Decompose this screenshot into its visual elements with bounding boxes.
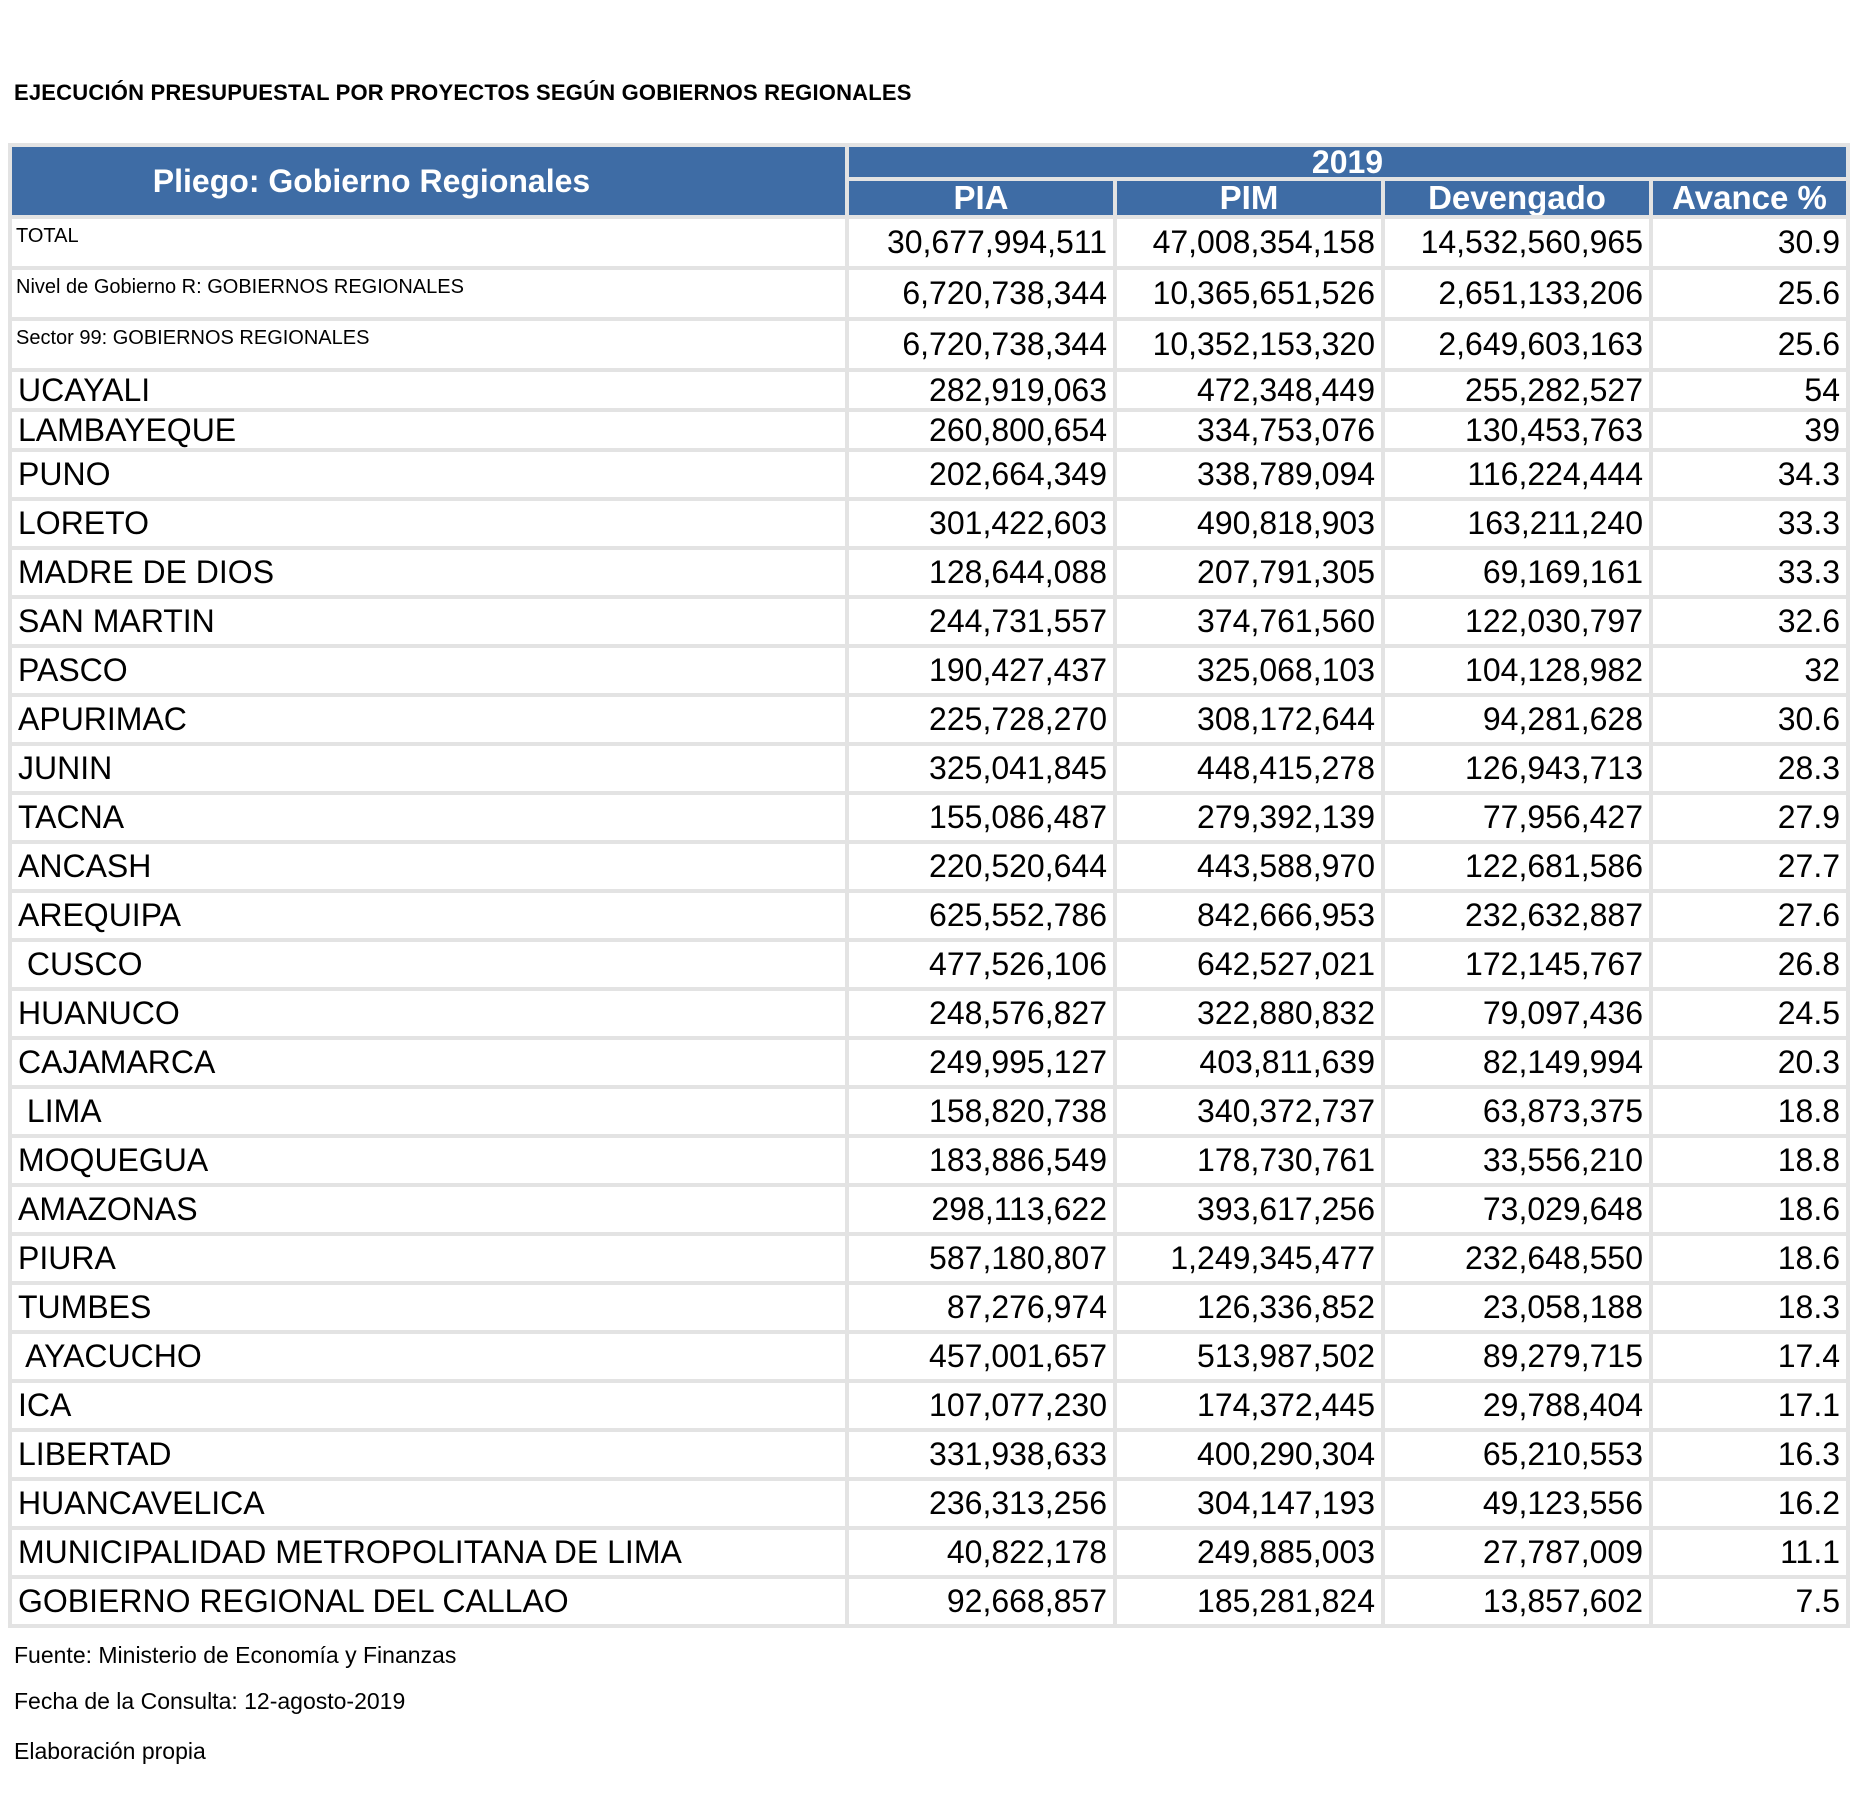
region-pia: 158,820,738 xyxy=(849,1089,1113,1134)
region-name: HUANUCO xyxy=(12,991,845,1036)
region-devengado: 122,030,797 xyxy=(1385,599,1649,644)
region-pia: 457,001,657 xyxy=(849,1334,1113,1379)
region-devengado: 130,453,763 xyxy=(1385,412,1649,448)
header-pliego: Pliego: Gobierno Regionales xyxy=(12,147,845,215)
table-row xyxy=(12,746,1846,791)
region-name: CUSCO xyxy=(12,942,845,987)
region-avance: 32 xyxy=(1653,648,1846,693)
region-avance: 18.8 xyxy=(1653,1138,1846,1183)
header-year: 2019 xyxy=(849,147,1846,177)
table-row xyxy=(12,1383,1846,1428)
table-row xyxy=(12,1138,1846,1183)
region-avance: 16.2 xyxy=(1653,1481,1846,1526)
region-pim: 308,172,644 xyxy=(1117,697,1381,742)
region-avance: 27.7 xyxy=(1653,844,1846,889)
region-name: MADRE DE DIOS xyxy=(12,550,845,595)
region-avance: 26.8 xyxy=(1653,942,1846,987)
region-name: ANCASH xyxy=(12,844,845,889)
region-pia: 107,077,230 xyxy=(849,1383,1113,1428)
region-name: MUNICIPALIDAD METROPOLITANA DE LIMA xyxy=(12,1530,845,1575)
summary-label: TOTAL xyxy=(12,219,845,266)
region-devengado: 77,956,427 xyxy=(1385,795,1649,840)
table-row xyxy=(12,501,1846,546)
table-row xyxy=(12,697,1846,742)
region-name: AREQUIPA xyxy=(12,893,845,938)
region-avance: 24.5 xyxy=(1653,991,1846,1036)
region-name: ICA xyxy=(12,1383,845,1428)
region-pia: 220,520,644 xyxy=(849,844,1113,889)
region-devengado: 69,169,161 xyxy=(1385,550,1649,595)
table-row xyxy=(12,1530,1846,1575)
region-pim: 490,818,903 xyxy=(1117,501,1381,546)
region-pia: 244,731,557 xyxy=(849,599,1113,644)
table-row xyxy=(12,1040,1846,1085)
region-pim: 472,348,449 xyxy=(1117,372,1381,408)
table-row xyxy=(12,893,1846,938)
region-name: AYACUCHO xyxy=(12,1334,845,1379)
region-pia: 248,576,827 xyxy=(849,991,1113,1036)
region-name: APURIMAC xyxy=(12,697,845,742)
region-avance: 27.6 xyxy=(1653,893,1846,938)
region-pim: 393,617,256 xyxy=(1117,1187,1381,1232)
region-pia: 325,041,845 xyxy=(849,746,1113,791)
summary-row-total xyxy=(12,219,1846,266)
region-pim: 178,730,761 xyxy=(1117,1138,1381,1183)
region-pia: 128,644,088 xyxy=(849,550,1113,595)
region-devengado: 73,029,648 xyxy=(1385,1187,1649,1232)
region-name: TUMBES xyxy=(12,1285,845,1330)
region-pia: 282,919,063 xyxy=(849,372,1113,408)
region-avance: 17.4 xyxy=(1653,1334,1846,1379)
summary-pim: 47,008,354,158 xyxy=(1117,219,1381,266)
region-devengado: 33,556,210 xyxy=(1385,1138,1649,1183)
region-name: SAN MARTIN xyxy=(12,599,845,644)
region-pia: 625,552,786 xyxy=(849,893,1113,938)
region-pim: 513,987,502 xyxy=(1117,1334,1381,1379)
region-pia: 190,427,437 xyxy=(849,648,1113,693)
summary-avance: 30.9 xyxy=(1653,219,1846,266)
region-devengado: 104,128,982 xyxy=(1385,648,1649,693)
table-row xyxy=(12,1432,1846,1477)
summary-pia: 30,677,994,511 xyxy=(849,219,1113,266)
region-name: AMAZONAS xyxy=(12,1187,845,1232)
region-pim: 279,392,139 xyxy=(1117,795,1381,840)
region-name: PUNO xyxy=(12,452,845,497)
region-pim: 443,588,970 xyxy=(1117,844,1381,889)
region-devengado: 116,224,444 xyxy=(1385,452,1649,497)
header-row-year xyxy=(12,147,1846,177)
region-devengado: 126,943,713 xyxy=(1385,746,1649,791)
region-avance: 30.6 xyxy=(1653,697,1846,742)
table-row xyxy=(12,1285,1846,1330)
region-name: UCAYALI xyxy=(12,372,845,408)
region-pia: 202,664,349 xyxy=(849,452,1113,497)
region-devengado: 89,279,715 xyxy=(1385,1334,1649,1379)
footer-author: Elaboración propia xyxy=(14,1738,206,1764)
region-avance: 54 xyxy=(1653,372,1846,408)
region-avance: 7.5 xyxy=(1653,1579,1846,1624)
region-pim: 185,281,824 xyxy=(1117,1579,1381,1624)
region-avance: 33.3 xyxy=(1653,501,1846,546)
region-name: HUANCAVELICA xyxy=(12,1481,845,1526)
region-pia: 92,668,857 xyxy=(849,1579,1113,1624)
region-avance: 18.6 xyxy=(1653,1236,1846,1281)
table-row xyxy=(12,1579,1846,1624)
region-pia: 587,180,807 xyxy=(849,1236,1113,1281)
summary-pia: 6,720,738,344 xyxy=(849,321,1113,368)
table-row xyxy=(12,648,1846,693)
region-pia: 249,995,127 xyxy=(849,1040,1113,1085)
data-section xyxy=(12,372,1846,1624)
region-pim: 338,789,094 xyxy=(1117,452,1381,497)
region-name: PIURA xyxy=(12,1236,845,1281)
region-name: GOBIERNO REGIONAL DEL CALLAO xyxy=(12,1579,845,1624)
region-avance: 11.1 xyxy=(1653,1530,1846,1575)
table-row xyxy=(12,372,1846,408)
summary-row-sector xyxy=(12,321,1846,368)
region-name: LORETO xyxy=(12,501,845,546)
table-row xyxy=(12,942,1846,987)
footer-date: Fecha de la Consulta: 12-agosto-2019 xyxy=(14,1688,406,1714)
page-title: EJECUCIÓN PRESUPUESTAL POR PROYECTOS SEGÚN GOBIERNOS REGIONALES xyxy=(14,80,912,105)
region-pia: 155,086,487 xyxy=(849,795,1113,840)
summary-avance: 25.6 xyxy=(1653,321,1846,368)
table-row xyxy=(12,1236,1846,1281)
region-avance: 17.1 xyxy=(1653,1383,1846,1428)
region-avance: 28.3 xyxy=(1653,746,1846,791)
region-avance: 18.8 xyxy=(1653,1089,1846,1134)
budget-table-container xyxy=(8,143,1846,1628)
region-name: TACNA xyxy=(12,795,845,840)
region-name: LAMBAYEQUE xyxy=(12,412,845,448)
region-name: LIBERTAD xyxy=(12,1432,845,1477)
table-row xyxy=(12,795,1846,840)
table-row xyxy=(12,1334,1846,1379)
region-pia: 298,113,622 xyxy=(849,1187,1113,1232)
region-pim: 1,249,345,477 xyxy=(1117,1236,1381,1281)
region-devengado: 13,857,602 xyxy=(1385,1579,1649,1624)
header-avance: Avance % xyxy=(1653,181,1846,215)
region-devengado: 232,632,887 xyxy=(1385,893,1649,938)
region-devengado: 94,281,628 xyxy=(1385,697,1649,742)
region-devengado: 79,097,436 xyxy=(1385,991,1649,1036)
table-row xyxy=(12,452,1846,497)
region-pim: 207,791,305 xyxy=(1117,550,1381,595)
summary-devengado: 2,651,133,206 xyxy=(1385,270,1649,317)
region-avance: 33.3 xyxy=(1653,550,1846,595)
region-name: MOQUEGUA xyxy=(12,1138,845,1183)
region-avance: 32.6 xyxy=(1653,599,1846,644)
header-pim: PIM xyxy=(1117,181,1381,215)
region-devengado: 172,145,767 xyxy=(1385,942,1649,987)
region-devengado: 49,123,556 xyxy=(1385,1481,1649,1526)
region-pim: 842,666,953 xyxy=(1117,893,1381,938)
table-row xyxy=(12,550,1846,595)
region-avance: 27.9 xyxy=(1653,795,1846,840)
summary-pim: 10,365,651,526 xyxy=(1117,270,1381,317)
region-pim: 403,811,639 xyxy=(1117,1040,1381,1085)
summary-pia: 6,720,738,344 xyxy=(849,270,1113,317)
region-pim: 374,761,560 xyxy=(1117,599,1381,644)
region-pia: 87,276,974 xyxy=(849,1285,1113,1330)
region-pim: 334,753,076 xyxy=(1117,412,1381,448)
header-devengado: Devengado xyxy=(1385,181,1649,215)
region-avance: 18.3 xyxy=(1653,1285,1846,1330)
region-pim: 126,336,852 xyxy=(1117,1285,1381,1330)
summary-avance: 25.6 xyxy=(1653,270,1846,317)
region-devengado: 232,648,550 xyxy=(1385,1236,1649,1281)
table-row xyxy=(12,844,1846,889)
table-header xyxy=(12,147,1846,215)
region-pim: 400,290,304 xyxy=(1117,1432,1381,1477)
summary-section xyxy=(12,219,1846,368)
region-pim: 325,068,103 xyxy=(1117,648,1381,693)
region-pim: 448,415,278 xyxy=(1117,746,1381,791)
region-devengado: 23,058,188 xyxy=(1385,1285,1649,1330)
region-devengado: 122,681,586 xyxy=(1385,844,1649,889)
region-devengado: 255,282,527 xyxy=(1385,372,1649,408)
region-pim: 304,147,193 xyxy=(1117,1481,1381,1526)
region-pim: 642,527,021 xyxy=(1117,942,1381,987)
region-avance: 18.6 xyxy=(1653,1187,1846,1232)
region-devengado: 82,149,994 xyxy=(1385,1040,1649,1085)
region-devengado: 63,873,375 xyxy=(1385,1089,1649,1134)
table-row xyxy=(12,599,1846,644)
region-pia: 260,800,654 xyxy=(849,412,1113,448)
table-row xyxy=(12,412,1846,448)
region-name: CAJAMARCA xyxy=(12,1040,845,1085)
summary-devengado: 14,532,560,965 xyxy=(1385,219,1649,266)
table-row xyxy=(12,991,1846,1036)
region-pia: 236,313,256 xyxy=(849,1481,1113,1526)
budget-table xyxy=(8,143,1850,1628)
region-pim: 249,885,003 xyxy=(1117,1530,1381,1575)
summary-label: Sector 99: GOBIERNOS REGIONALES xyxy=(12,321,845,368)
region-pia: 477,526,106 xyxy=(849,942,1113,987)
summary-devengado: 2,649,603,163 xyxy=(1385,321,1649,368)
region-pim: 174,372,445 xyxy=(1117,1383,1381,1428)
footer-source: Fuente: Ministerio de Economía y Finanzas xyxy=(14,1642,457,1668)
summary-pim: 10,352,153,320 xyxy=(1117,321,1381,368)
region-avance: 39 xyxy=(1653,412,1846,448)
region-pim: 340,372,737 xyxy=(1117,1089,1381,1134)
region-pia: 40,822,178 xyxy=(849,1530,1113,1575)
header-pia: PIA xyxy=(849,181,1113,215)
table-row xyxy=(12,1089,1846,1134)
table-row xyxy=(12,1187,1846,1232)
region-pia: 331,938,633 xyxy=(849,1432,1113,1477)
region-name: JUNIN xyxy=(12,746,845,791)
summary-label: Nivel de Gobierno R: GOBIERNOS REGIONALES xyxy=(12,270,845,317)
region-devengado: 27,787,009 xyxy=(1385,1530,1649,1575)
region-devengado: 65,210,553 xyxy=(1385,1432,1649,1477)
region-name: LIMA xyxy=(12,1089,845,1134)
table-row xyxy=(12,1481,1846,1526)
summary-row-nivel xyxy=(12,270,1846,317)
region-pia: 183,886,549 xyxy=(849,1138,1113,1183)
region-avance: 34.3 xyxy=(1653,452,1846,497)
region-devengado: 163,211,240 xyxy=(1385,501,1649,546)
region-pim: 322,880,832 xyxy=(1117,991,1381,1036)
region-avance: 16.3 xyxy=(1653,1432,1846,1477)
region-pia: 301,422,603 xyxy=(849,501,1113,546)
region-name: PASCO xyxy=(12,648,845,693)
region-pia: 225,728,270 xyxy=(849,697,1113,742)
region-devengado: 29,788,404 xyxy=(1385,1383,1649,1428)
region-avance: 20.3 xyxy=(1653,1040,1846,1085)
